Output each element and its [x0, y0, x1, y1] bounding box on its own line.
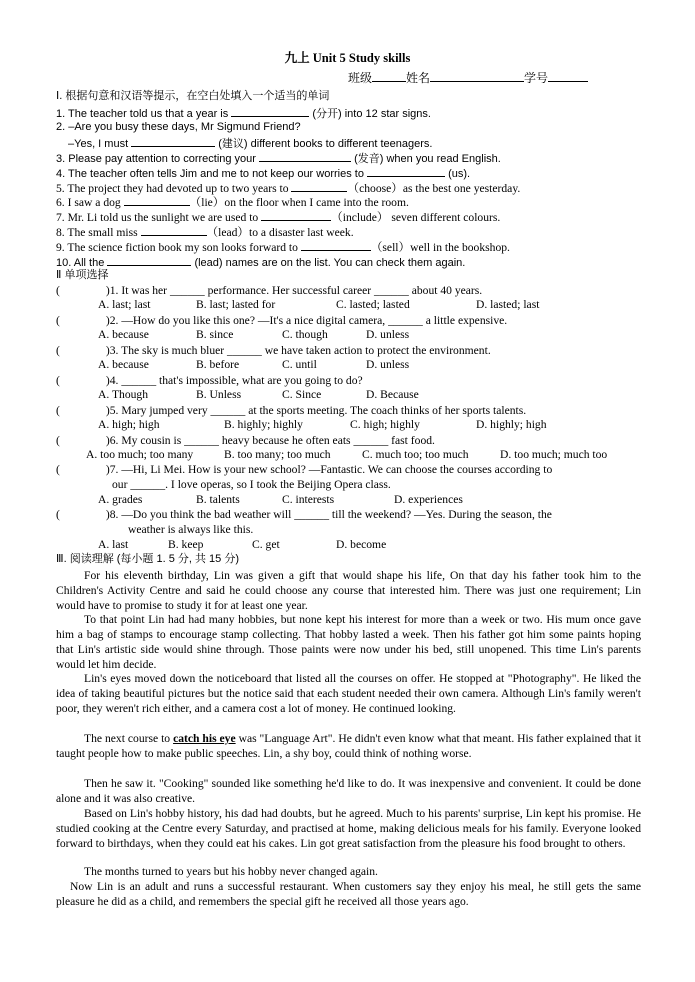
answer-blank[interactable] [261, 209, 331, 221]
option-c[interactable]: C. lasted; lasted [336, 298, 410, 311]
passage-paragraph-5: Then he saw it. "Cooking" sounded like something he'd like to do. It was inexpensive and convenient. It could be done alone and it was also creative. [56, 777, 641, 805]
option-a[interactable]: A. because [98, 328, 149, 341]
option-d[interactable]: D. Because [366, 388, 419, 401]
mcq-7-stem: ( )7. —Hi, Li Mei. How is your new school? —Fantastic. We can choose the courses according to [56, 463, 553, 476]
passage-paragraph-3: Lin's eyes moved down the noticeboard that listed all the courses on offer. He stopped at "Photography". He liked the idea of taking beautiful pictures but the notice said that each student needed their own camera. Although Lin's family weren't poor, they weren't rich either, and a camera cost a lot of money. He continued looking. [56, 672, 641, 715]
option-c[interactable]: C. Since [282, 388, 322, 401]
mcq-8-options [98, 538, 643, 552]
option-a[interactable]: A. Though [98, 388, 149, 401]
class-blank[interactable] [372, 70, 406, 82]
part1-item-2b: –Yes, I must (建议) different books to different teenagers. [68, 135, 643, 151]
part1-item-2: 2. –Are you busy these days, Mr Sigmund Friend? [56, 121, 301, 133]
part1-item-8: 8. The small miss （lead）to a disaster last week. [56, 226, 354, 239]
part1-item-10: 10. All the (lead) names are on the list. You can check them again. [56, 254, 643, 270]
passage-paragraph-4: The next course to catch his eye was "Language Art". He didn't even know what that meant. His father explained that it taught people how to make public speeches. Lin, a shy boy, could think of nothing worse. [56, 732, 641, 760]
highlighted-phrase: catch his eye [173, 732, 236, 745]
class-label: 班级 [348, 71, 373, 85]
option-b[interactable]: B. highly; highly [224, 418, 303, 431]
mcq-8-stem: ( )8. —Do you think the bad weather will ______ till the weekend? —Yes. During the season, the [56, 508, 552, 521]
part2-heading: Ⅱ 单项选择 [56, 269, 109, 281]
mcq-1-stem: ( )1. It was her ______ performance. Her successful career ______ about 40 years. [56, 284, 483, 297]
answer-blank[interactable] [124, 194, 190, 206]
answer-blank[interactable] [301, 239, 371, 251]
mcq-7-stem-cont: our ______. I love operas, so I took the Beijing Opera class. [112, 478, 391, 491]
option-d[interactable]: D. unless [366, 328, 410, 341]
part1-item-9: 9. The science fiction book my son looks forward to （sell）well in the bookshop. [56, 241, 510, 254]
part1-item-4: 4. The teacher often tells Jim and me to not keep our worries to (us). [56, 165, 643, 181]
answer-blank[interactable] [231, 105, 309, 117]
mcq-2-stem: ( )2. —How do you like this one? —It's a nice digital camera, ______ a little expensive. [56, 314, 508, 327]
part1-item-1: 1. The teacher told us that a year is (分开) into 12 star signs. [56, 105, 643, 121]
option-c[interactable]: C. though [282, 328, 328, 341]
option-a[interactable]: A. too much; too many [86, 448, 194, 461]
passage-paragraph-2: To that point Lin had had many hobbies, but none kept his interest for more than a week or two. His mum once gave him a bag of stamps to encourage stamp collecting. That hobby lasted a week. Then his father got him some paints hoping that Lin's artistic side would shine through. Those paints were now under his bed, still unopened. This time Lin's parents would let him decide. [56, 613, 641, 671]
name-blank[interactable] [430, 70, 524, 82]
answer-blank[interactable] [291, 180, 347, 192]
option-d[interactable]: D. become [336, 538, 387, 551]
answer-blank[interactable] [141, 224, 207, 236]
option-b[interactable]: B. before [196, 358, 240, 371]
option-b[interactable]: B. too many; too much [224, 448, 331, 461]
option-a[interactable]: A. high; high [98, 418, 160, 431]
option-d[interactable]: D. experiences [394, 493, 463, 506]
answer-blank[interactable] [107, 254, 191, 266]
option-d[interactable]: D. too much; much too [500, 448, 608, 461]
name-label: 姓名 [406, 71, 431, 85]
option-b[interactable]: B. keep [168, 538, 204, 551]
option-c[interactable]: C. get [252, 538, 280, 551]
mcq-7-options [98, 493, 643, 507]
mcq-4-options [98, 388, 643, 402]
mcq-6-stem: ( )6. My cousin is ______ heavy because he often eats ______ fast food. [56, 434, 435, 447]
option-c[interactable]: C. high; highly [350, 418, 420, 431]
passage-paragraph-1: For his eleventh birthday, Lin was given a gift that would shape his life, On that day his father took him to the Children's Activity Centre and said he could choose any course that interested him. There was just one requirement; Lin would have to promise to study it for at least one year. [56, 569, 641, 612]
part3-heading: Ⅲ. 阅读理解 (每小题 1. 5 分, 共 15 分) [56, 553, 239, 565]
option-a[interactable]: A. because [98, 358, 149, 371]
mcq-2-options [98, 328, 643, 342]
option-d[interactable]: D. lasted; last [476, 298, 540, 311]
part1-item-6: 6. I saw a dog （lie）on the floor when I came into the room. [56, 196, 409, 209]
option-d[interactable]: D. unless [366, 358, 410, 371]
mcq-4-stem: ( )4. ______ that's impossible, what are you going to do? [56, 374, 363, 387]
option-a[interactable]: A. grades [98, 493, 143, 506]
option-b[interactable]: B. talents [196, 493, 240, 506]
option-d[interactable]: D. highly; high [476, 418, 547, 431]
number-label: 学号 [524, 71, 549, 85]
mcq-1-options [98, 298, 643, 312]
passage-paragraph-8: Now Lin is an adult and runs a successful restaurant. When customers say they enjoy his meal, he still gets the same pleasure he did as a child, and remembers the special gift he received all those years ago. [56, 880, 641, 908]
option-c[interactable]: C. much too; too much [362, 448, 469, 461]
option-c[interactable]: C. until [282, 358, 317, 371]
page-title: 九上 Unit 5 Study skills [284, 51, 411, 65]
option-b[interactable]: B. last; lasted for [196, 298, 276, 311]
mcq-3-stem: ( )3. The sky is much bluer ______ we have taken action to protect the environment. [56, 344, 491, 357]
part1-item-3: 3. Please pay attention to correcting your (发音) when you read English. [56, 150, 643, 166]
part1-item-5: 5. The project they had devoted up to two years to （choose）as the best one yesterday. [56, 182, 521, 195]
student-info-line [348, 69, 588, 86]
option-b[interactable]: B. since [196, 328, 234, 341]
option-a[interactable]: A. last [98, 538, 129, 551]
mcq-3-options [98, 358, 643, 372]
option-c[interactable]: C. interests [282, 493, 335, 506]
part1-heading: Ⅰ. 根据句意和汉语等提示，在空白处填入一个适当的单词 [56, 90, 330, 102]
number-blank[interactable] [548, 70, 588, 82]
part1-item-7: 7. Mr. Li told us the sunlight we are used to （include） seven different colours. [56, 211, 501, 224]
option-a[interactable]: A. last; last [98, 298, 151, 311]
answer-blank[interactable] [131, 135, 215, 147]
mcq-6-options [86, 448, 655, 462]
mcq-5-options [98, 418, 643, 432]
mcq-8-stem-cont: weather is always like this. [128, 523, 254, 536]
passage-paragraph-7: The months turned to years but his hobby never changed again. [84, 865, 378, 878]
option-b[interactable]: B. Unless [196, 388, 242, 401]
answer-blank[interactable] [259, 150, 351, 162]
mcq-5-stem: ( )5. Mary jumped very ______ at the sports meeting. The coach thinks of her sports talents. [56, 404, 527, 417]
answer-blank[interactable] [367, 165, 445, 177]
passage-paragraph-6: Based on Lin's hobby history, his dad had doubts, but he agreed. Much to his parents' surprise, Lin kept his promise. He studied cooking at the Centre every Saturday, and practised at home, making delicious meals for his family. Everyone looked forward to birthdays, when they could eat his cakes. Lin got great satisfaction from the pleasure his food brought to others. [56, 807, 641, 850]
